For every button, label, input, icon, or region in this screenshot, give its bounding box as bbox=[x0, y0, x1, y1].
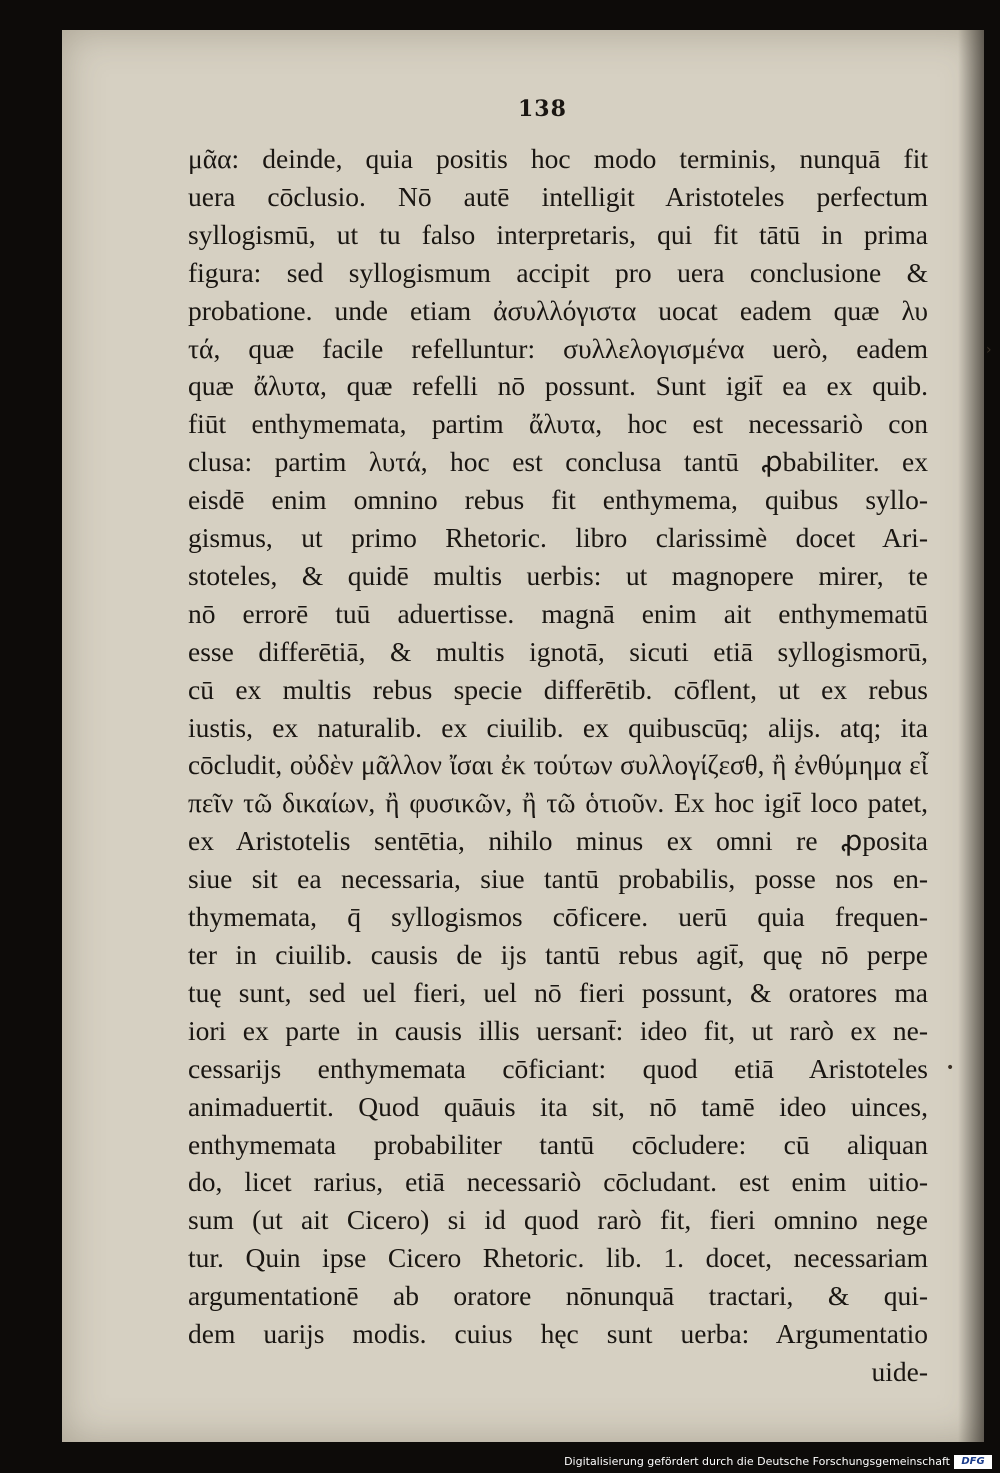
text-line: dem uarijs modis. cuius hęc sunt uerba: Argumentatio bbox=[188, 1318, 928, 1350]
text-line: syllogismū, ut tu falso interpretaris, qui fit tātū in prima bbox=[188, 218, 928, 250]
text-line: do, licet rarius, etiā necessariò cōcludant. est enim uitio- bbox=[188, 1166, 928, 1198]
margin-speck-mark: • bbox=[946, 1060, 955, 1076]
text-line: eisdē enim omnino rebus fit enthymema, quibus syllo- bbox=[188, 484, 928, 516]
text-line: uera cōclusio. Nō autē intelligit Aristoteles perfectum bbox=[188, 180, 928, 212]
text-line: iustis, ex naturalib. ex ciuilib. ex quibuscūq; alijs. atq; ita bbox=[188, 711, 928, 743]
text-line: probatione. unde etiam ἀσυλλόγιστα uocat eadem quæ λυ bbox=[188, 294, 928, 326]
text-line: tuę sunt, sed uel fieri, uel nō fieri possunt, & oratores ma bbox=[188, 976, 928, 1008]
text-line: πεῖν τῶ δικαίων, ἢ φυσικῶν, ἢ τῶ ὁτιοῦν. Ex hoc igit̄ loco patet, bbox=[188, 787, 928, 819]
text-line: cōcludit, οὐδὲν μᾶλλον ἴσαι ἐκ τούτων συλλογίζεσθ, ἢ ἐνθύμημα εἶ bbox=[188, 749, 928, 780]
text-line: tur. Quin ipse Cicero Rhetoric. lib. 1. docet, necessariam bbox=[188, 1242, 928, 1274]
page-number: 138 bbox=[518, 96, 567, 122]
catchword: uide- bbox=[871, 1356, 928, 1387]
text-line: cessarijs enthymemata cōficiant: quod etiā Aristoteles bbox=[188, 1052, 928, 1084]
text-line: enthymemata probabiliter tantū cōcludere: cū aliquan bbox=[188, 1128, 928, 1160]
text-line: siue sit ea necessaria, siue tantū probabilis, posse nos en- bbox=[188, 863, 928, 895]
text-line: ex Aristotelis sentētia, nihilo minus ex omni re ꝓposita bbox=[188, 825, 928, 857]
text-line: figura: sed syllogismum accipit pro uera conclusione & bbox=[188, 256, 928, 288]
text-line: gismus, ut primo Rhetoric. libro clarissimè docet Ari- bbox=[188, 522, 928, 554]
text-line: cū ex multis rebus specie differētib. cōflent, ut ex rebus bbox=[188, 673, 928, 705]
dfg-logo: DFG bbox=[954, 1455, 992, 1469]
text-line: esse differētiā, & multis ignotā, sicuti etiā syllogismorū, bbox=[188, 635, 928, 667]
margin-speck-mark: › bbox=[986, 342, 992, 358]
text-line: τά, quæ facile refelluntur: συλλελογισμένα uerò, eadem bbox=[188, 332, 928, 364]
text-line: argumentationē ab oratore nōnunquā tractari, & qui- bbox=[188, 1280, 928, 1312]
text-line: sum (ut ait Cicero) si id quod rarò fit, fieri omnino nege bbox=[188, 1204, 928, 1236]
funding-credit: Digitalisierung gefördert durch die Deutsche Forschungsgemeinschaft bbox=[564, 1455, 950, 1468]
text-line: nō errorē tuū aduertisse. magnā enim ait enthymematū bbox=[188, 597, 928, 629]
text-line: μᾶα: deinde, quia positis hoc modo terminis, nunquā fit bbox=[188, 143, 928, 174]
text-line: animaduertit. Quod quāuis ita sit, nō tamē ideo uinces, bbox=[188, 1090, 928, 1122]
text-block bbox=[188, 140, 928, 1391]
text-line: fiūt enthymemata, partim ἄλυτα, hoc est necessariò con bbox=[188, 408, 928, 440]
text-line: ter in ciuilib. causis de ijs tantū rebus agit̄, quę nō perpe bbox=[188, 939, 928, 971]
page-spine-shadow bbox=[958, 30, 984, 1442]
text-line: stoteles, & quidē multis uerbis: ut magnopere mirer, te bbox=[188, 559, 928, 591]
text-line: quæ ἄλυτα, quæ refelli nō possunt. Sunt igit̄ ea ex quib. bbox=[188, 370, 928, 402]
text-line: clusa: partim λυτά, hoc est conclusa tantū ꝓbabiliter. ex bbox=[188, 446, 928, 478]
text-line: thymemata, q̄ syllogismos cōficere. uerū quia frequen- bbox=[188, 901, 928, 933]
text-line: iori ex parte in causis illis uersant̄: ideo fit, ut rarò ex ne- bbox=[188, 1014, 928, 1046]
